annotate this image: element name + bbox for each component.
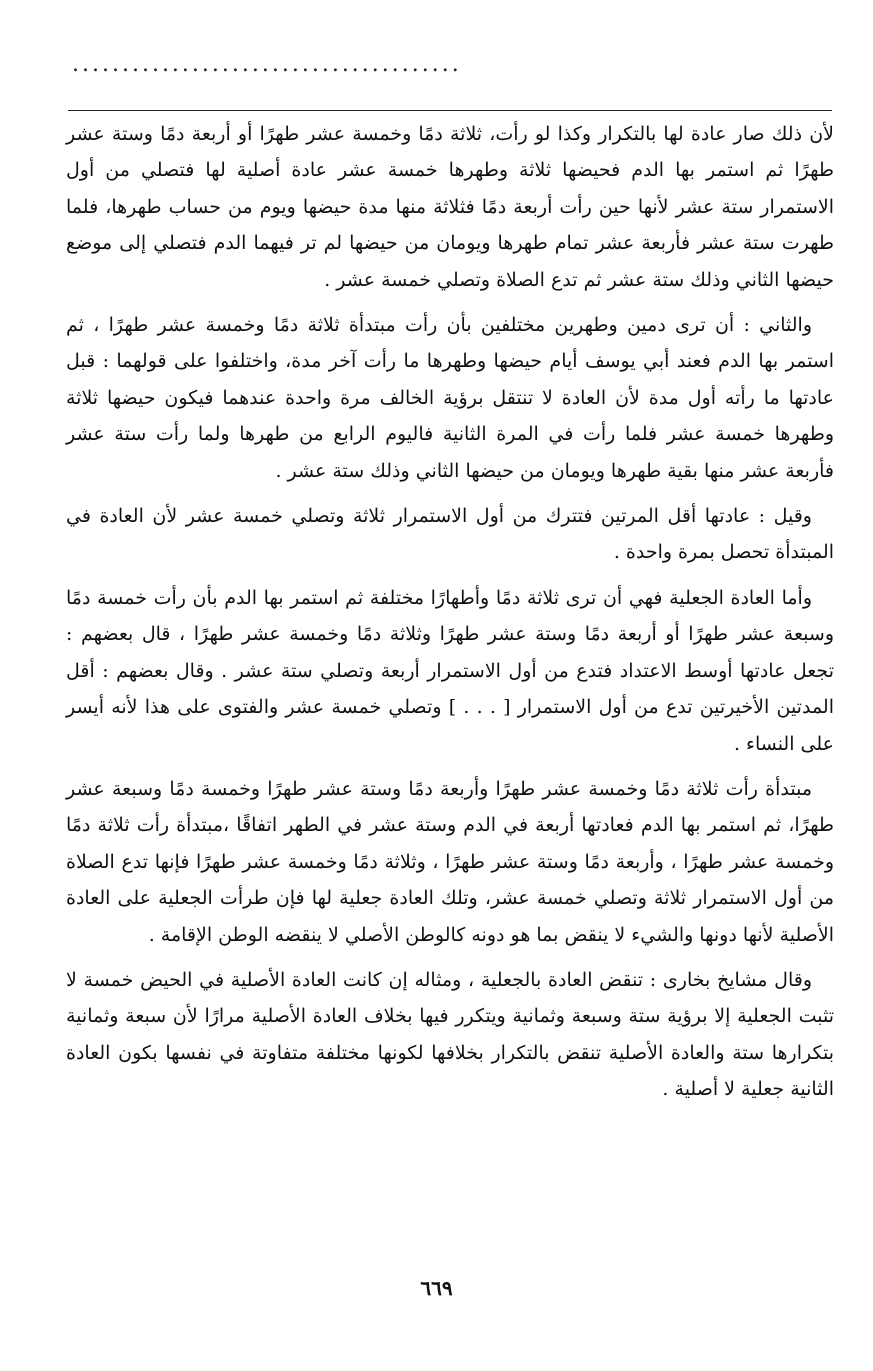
paragraph-5: مبتدأة رأت ثلاثة دمًا وخمسة عشر طهرًا وأربعة دمًا وستة عشر طهرًا وخمسة دمًا وسبعة عشر طهرًا، ثم استمر بها الدم فعادتها أربعة في الدم وستة عشر في الطهر اتفاقًا ،مبتدأة رأت ثلاثة دمًا وخمسة عشر طهرًا ، وأربعة دمًا وستة عشر طهرًا ، وثلاثة دمًا وخمسة عشر طهرًا فإنها تدع الصلاة من أول الاستمرار ثلاثة وتصلي خمسة عشر، وتلك العادة جعلية لها فإن طرأت الجعلية على العادة الأصلية لأنها دونها والشيء لا ينقض بما هو دونه كالوطن الأصلي لا ينقضه الوطن الإقامة . bbox=[66, 777, 834, 946]
header-dotted-line: ....................................... bbox=[72, 52, 462, 77]
paragraph-2: والثاني : أن ترى دمين وطهرين مختلفين بأن رأت مبتدأة ثلاثة دمًا وخمسة عشر طهرًا ، ثم استمر بها الدم فعند أبي يوسف أيام حيضها وطهرها ما رأت آخر مدة، واختلفوا على قولهما : قبل عادتها ما رأته أول مدة لأن العادة لا تنتقل برؤية الخالف مرة واحدة عندهما فيكون حيضها ثلاثة وطهرها خمسة عشر فلما رأت في المرة الثانية فاليوم الرابع من طهرها ولما رأت ستة عشر فأربعة عشر منها بقية طهرها ويومان من حيضها الثاني وذلك ستة عشر . bbox=[66, 314, 834, 482]
paragraph-3: وقيل : عادتها أقل المرتين فتترك من أول الاستمرار ثلاثة وتصلي خمسة عشر لأن العادة في المبتدأة تحصل بمرة واحدة . bbox=[66, 505, 834, 564]
header-rule bbox=[68, 110, 832, 111]
body-text bbox=[66, 116, 834, 1117]
paragraph-1: لأن ذلك صار عادة لها بالتكرار وكذا لو رأت، ثلاثة دمًا وخمسة عشر طهرًا أو أربعة دمًا وستة عشر طهرًا ثم استمر بها الدم فحيضها ثلاثة وطهرها خمسة عشر عادة أصلية لها فتصلي من أول الاستمرار ستة عشر لأنها حين رأت أربعة دمًا فثلاثة منها مدة حيضها ويوم من حساب طهرها، فلما طهرت ستة عشر فأربعة عشر تمام طهرها ويومان من حيضها لم تر فيهما الدم فتصلي إلى موضع حيضها الثاني وذلك ستة عشر ثم تدع الصلاة وتصلي خمسة عشر . bbox=[66, 123, 834, 291]
paragraph-6: وقال مشايخ بخارى : تنقض العادة بالجعلية ، ومثاله إن كانت العادة الأصلية في الحيض خمسة لا تثبت الجعلية إلا برؤية ستة وسبعة وثمانية ويتكرر فيها بخلاف العادة الأصلية مرارًا لأن سبعة وثمانية بتكرارها ستة والعادة الأصلية تنقض بالتكرار بخلافها لكونها مختلفة متفاوتة في نفسها بكون العادة الثانية جعلية لا أصلية . bbox=[66, 968, 834, 1101]
paragraph-4: وأما العادة الجعلية فهي أن ترى ثلاثة دمًا وأطهارًا مختلفة ثم استمر بها الدم بأن رأت خمسة دمًا وسبعة عشر طهرًا أو أربعة دمًا وستة عشر طهرًا وثلاثة دمًا وخمسة عشر طهرًا ، قال بعضهم : تجعل عادتها أوسط الاعتداد فتدع من أول الاستمرار أربعة وتصلي ستة عشر . وقال بعضهم : أقل المدتين الأخيرتين تدع من أول الاستمرار [ . . . ] وتصلي خمسة عشر والفتوى على هذا لأنه أيسر على النساء . bbox=[66, 586, 835, 755]
page-number: ٦٦٩ bbox=[420, 1276, 453, 1300]
